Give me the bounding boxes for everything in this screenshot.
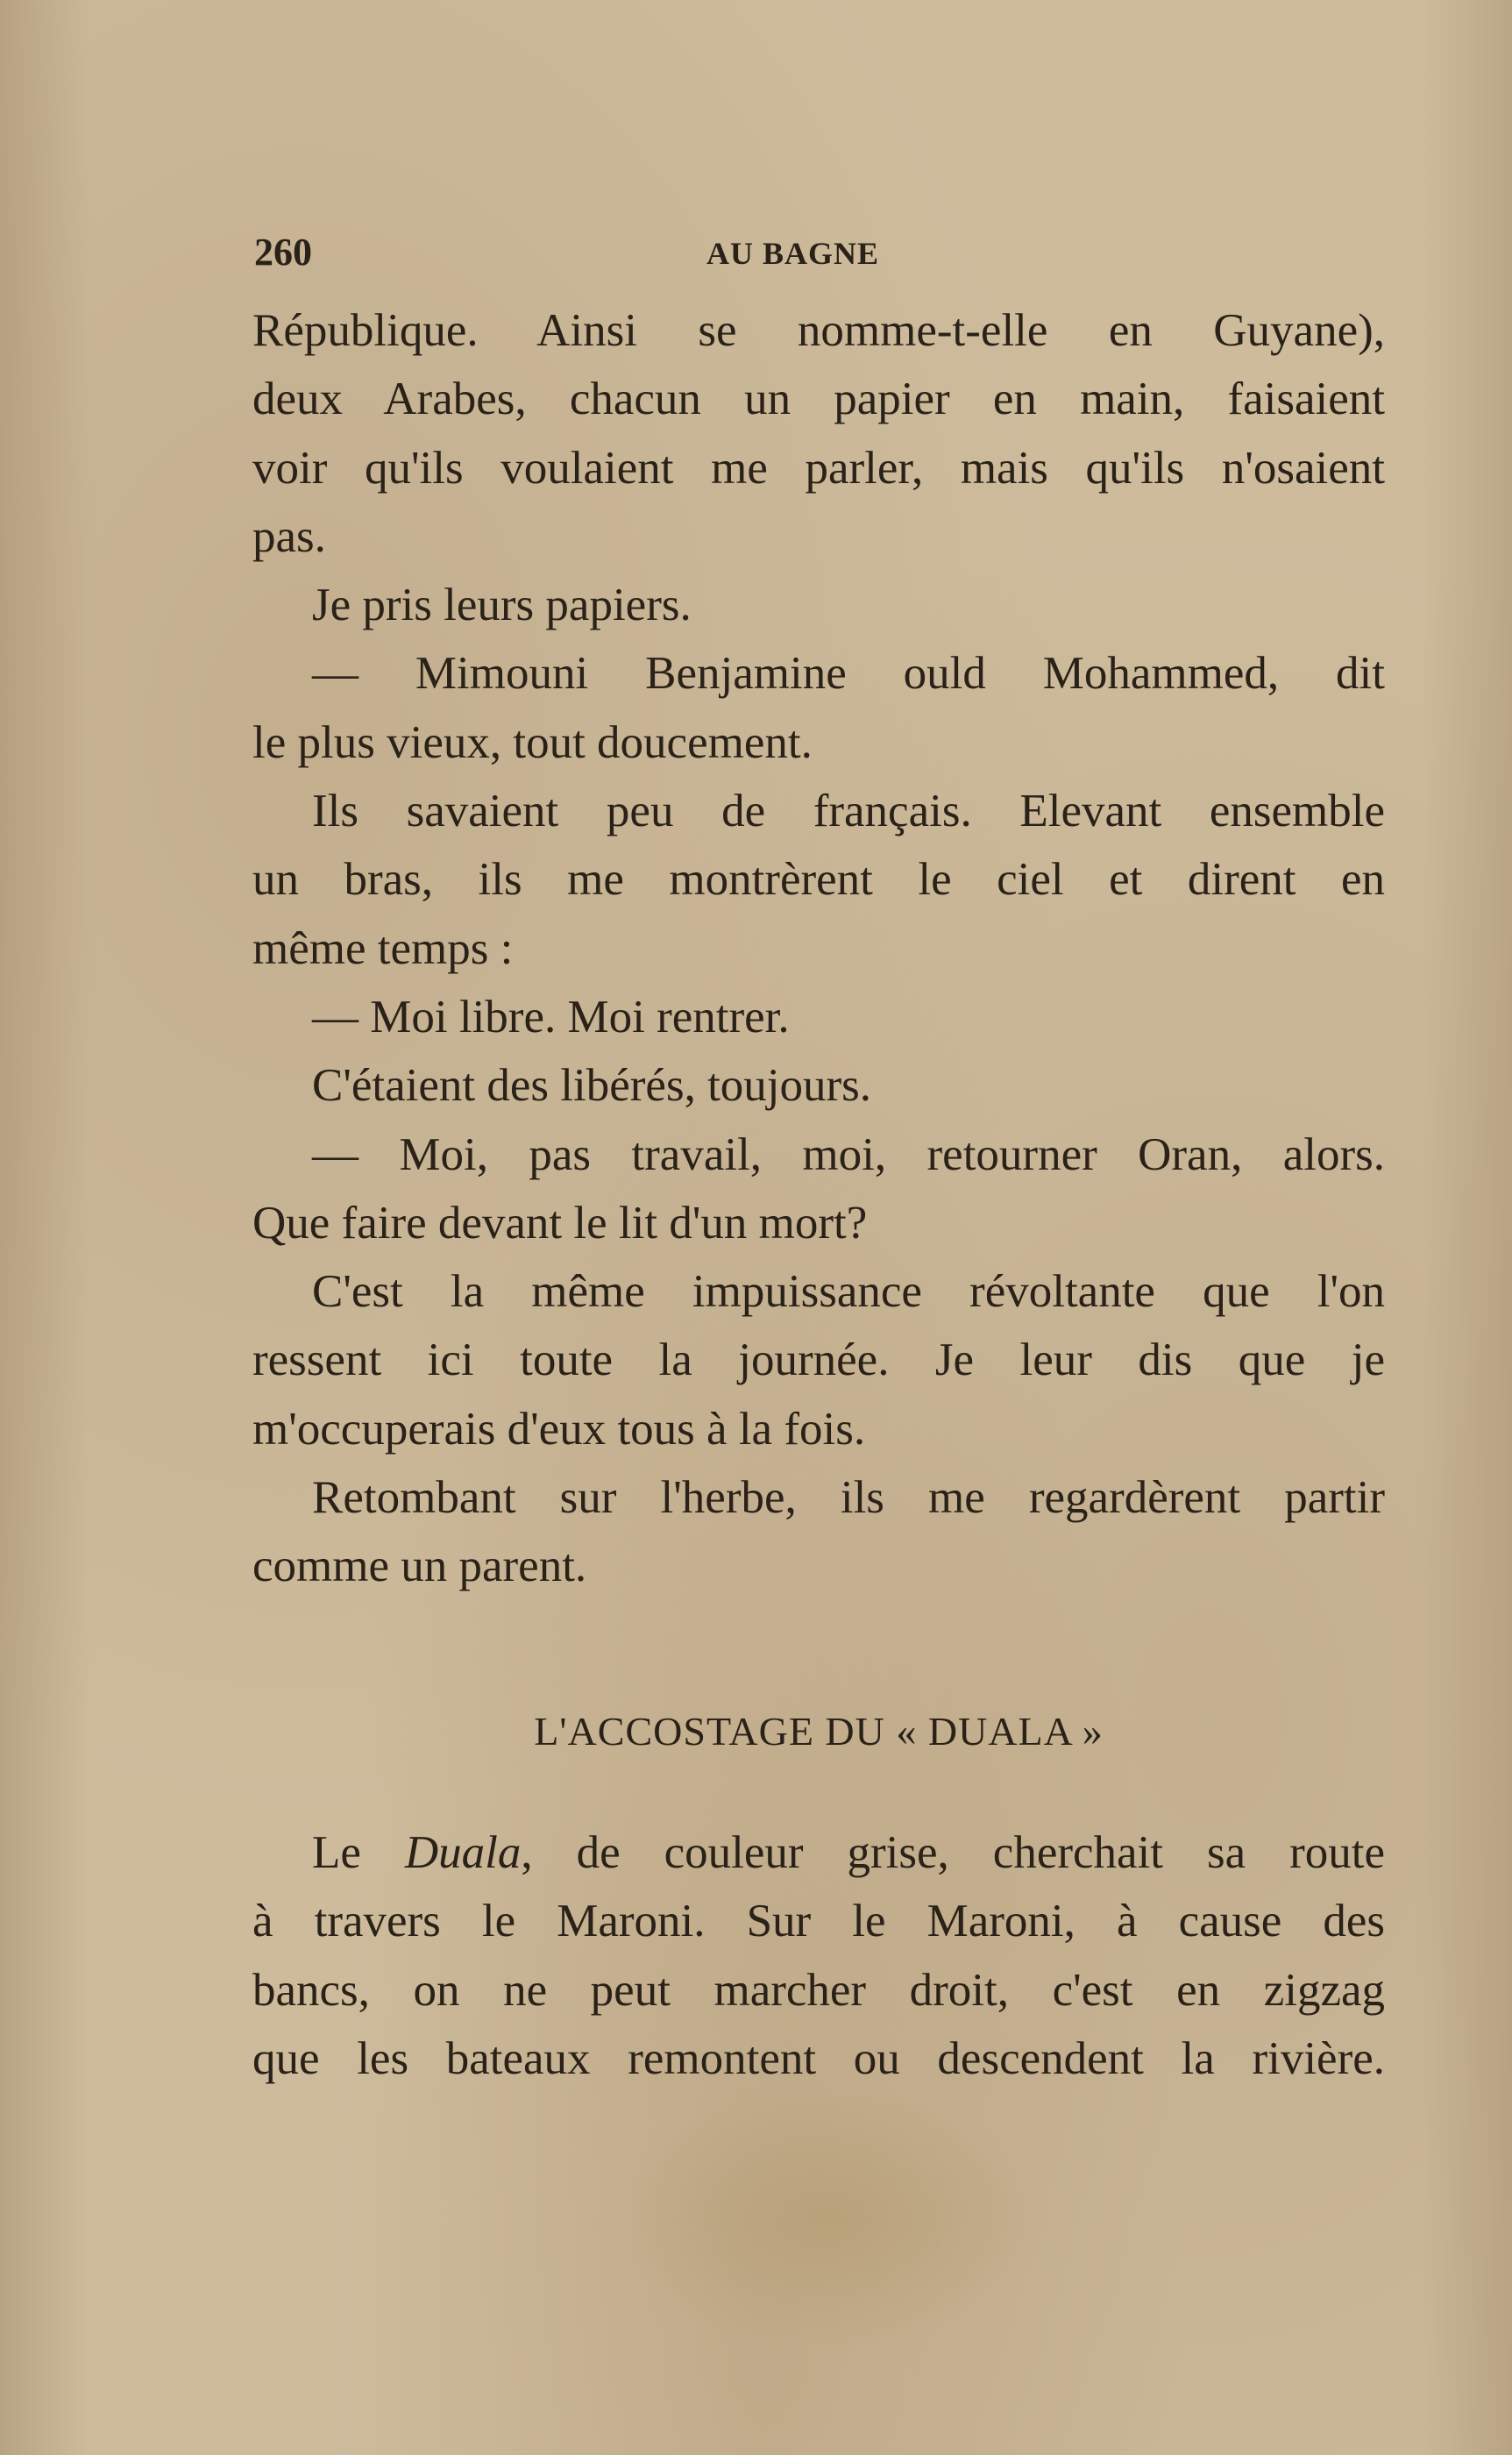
text-line: — Mimouni Benjamine ould Mohammed, dit (312, 648, 1385, 700)
text-line: comme un parent. (252, 1541, 587, 1592)
text-line: pas. (252, 510, 326, 562)
text-line: m'occuperais d'eux tous à la fois. (252, 1403, 866, 1455)
text-line: bancs, on ne peut marcher droit, c'est en zigzag (252, 1964, 1385, 2016)
text-line: Le Duala, de couleur grise, cherchait sa route (312, 1827, 1385, 1878)
running-head: AU BAGNE (706, 236, 880, 271)
text-line: même temps : (252, 922, 514, 974)
text-line: — Moi, pas travail, moi, retourner Oran, alors. (312, 1128, 1385, 1180)
ship-name: Duala (404, 1827, 522, 1878)
body-text (252, 296, 1385, 1601)
text-line: République. Ainsi se nomme-t-elle en Guyane), (252, 305, 1385, 356)
page-header (254, 230, 1394, 282)
text-line: voir qu'ils voulaient me parler, mais qu'ils n'osaient (252, 442, 1385, 494)
text-line: Ils savaient peu de français. Elevant ensemble (312, 786, 1385, 837)
text-line: — Moi libre. Moi rentrer. (312, 991, 790, 1042)
text-line: C'est la même impuissance révoltante que l'on (312, 1266, 1385, 1318)
text-line: Que faire devant le lit d'un mort? (252, 1197, 868, 1249)
text-line: que les bateaux remontent ou descendent la rivière. (252, 2032, 1385, 2084)
section-title: L'ACCOSTAGE DU « DUALA » (534, 1709, 1104, 1754)
text-line: le plus vieux, tout doucement. (252, 716, 813, 768)
paper-stain (614, 2087, 1052, 2350)
body-text-section (252, 1818, 1385, 2093)
text-line: un bras, ils me montrèrent le ciel et dirent en (252, 854, 1385, 906)
text-line: ressent ici toute la journée. Je leur dis que je (252, 1334, 1385, 1386)
text-line: deux Arabes, chacun un papier en main, faisaient (252, 374, 1385, 425)
page-number: 260 (254, 231, 312, 274)
text-line: Retombant sur l'herbe, ils me regardèrent partir (312, 1472, 1385, 1524)
text-line: Je pris leurs papiers. (312, 580, 692, 631)
text-line: à travers le Maroni. Sur le Maroni, à cause des (252, 1896, 1385, 1947)
text-line: C'étaient des libérés, toujours. (312, 1060, 872, 1112)
